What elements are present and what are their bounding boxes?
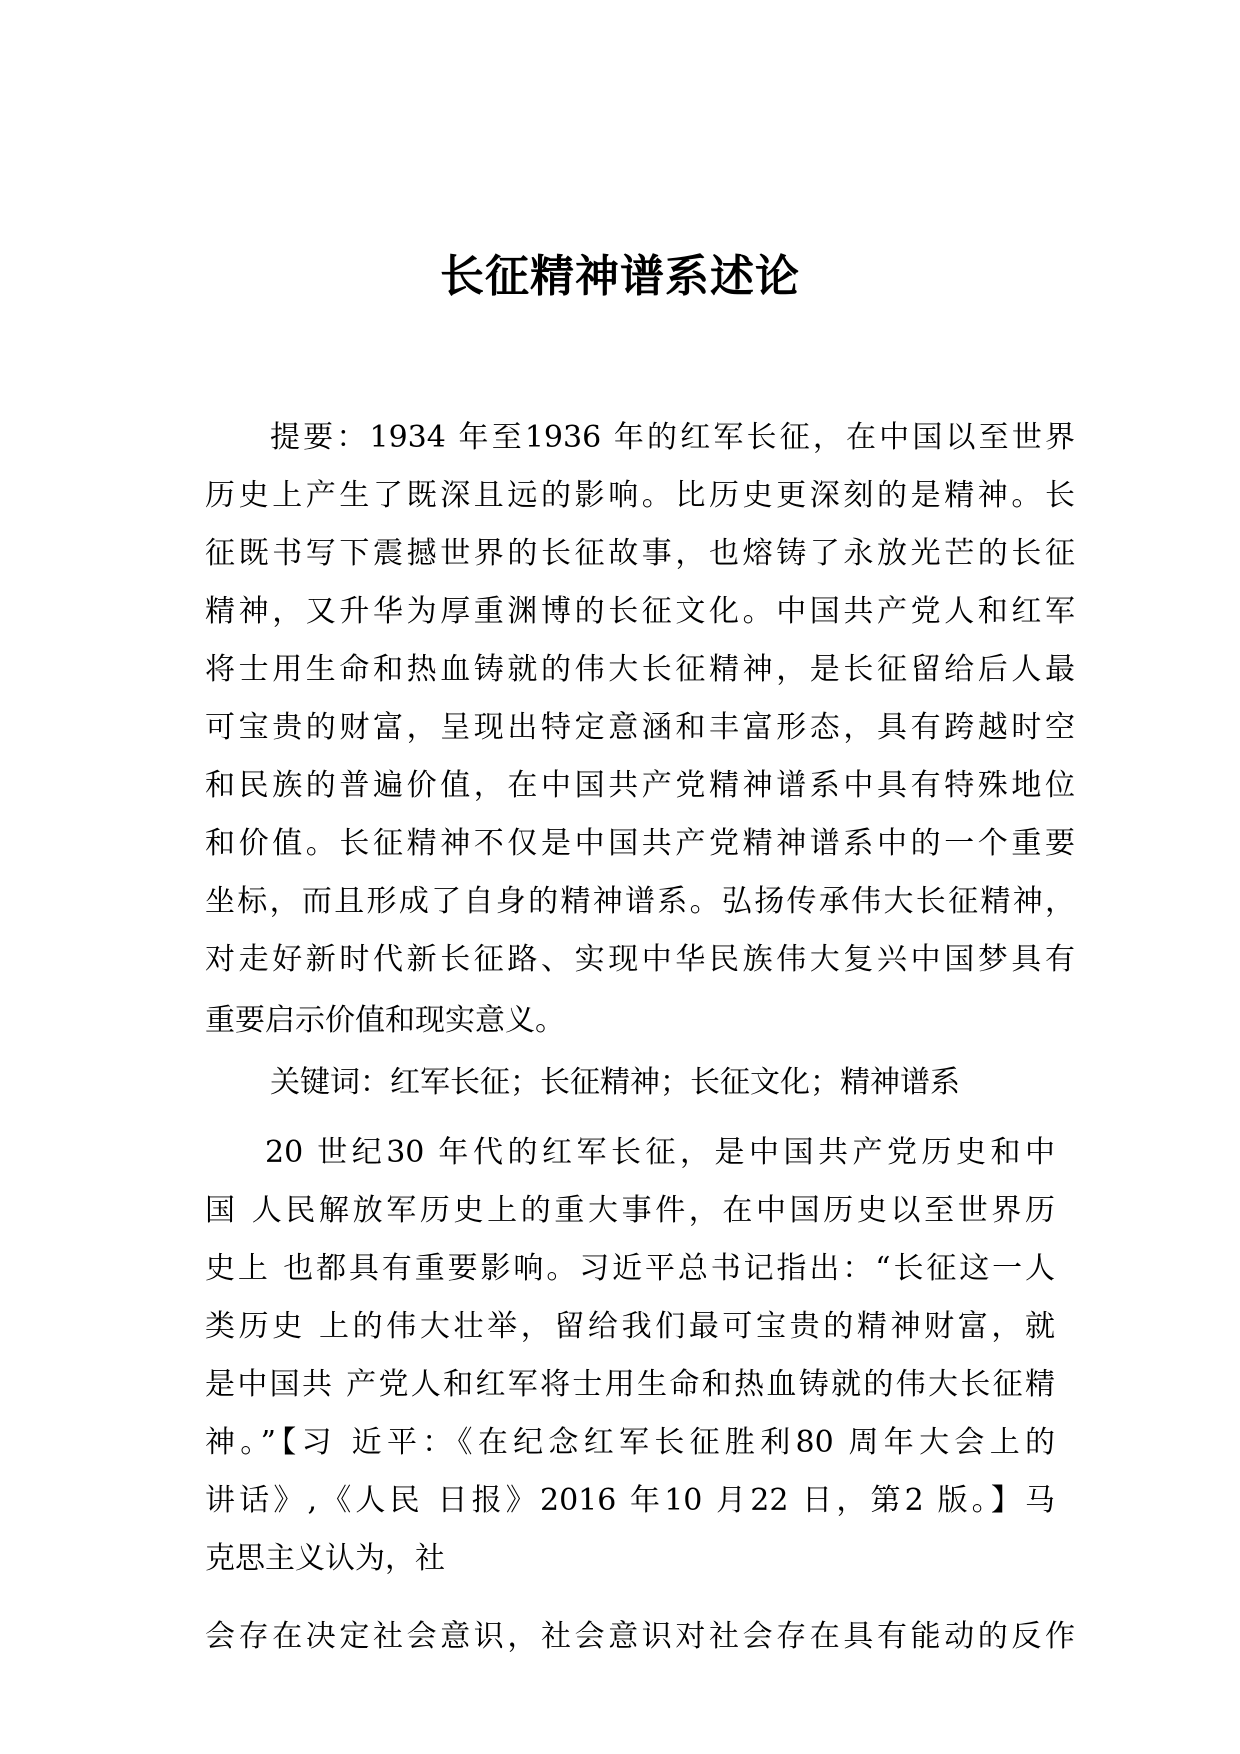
abstract-line: 可宝贵的财富，呈现出特定意涵和丰富形态，具有跨越时空 [205, 710, 1075, 745]
abstract-line: 和价值。长征精神不仅是中国共产党精神谱系中的一个重要 [205, 826, 1075, 861]
body-line: 克思主义认为，社 [205, 1541, 445, 1576]
abstract-line: 对走好新时代新长征路、实现中华民族伟大复兴中国梦具有 [205, 942, 1075, 977]
abstract-line: 重要启示价值和现实意义。 [205, 1003, 565, 1038]
body-line: 是中国共 产党人和红军将士用生命和热血铸就的伟大长征精 [205, 1367, 1055, 1402]
body-line: 20 世纪30 年代的红军长征，是中国共产党历史和中 [265, 1135, 1055, 1170]
abstract-line: 和民族的普遍价值，在中国共产党精神谱系中具有特殊地位 [205, 768, 1075, 803]
abstract-line: 坐标，而且形成了自身的精神谱系。弘扬传承伟大长征精神， [205, 884, 1075, 919]
abstract-line: 将士用生命和热血铸就的伟大长征精神，是长征留给后人最 [205, 652, 1075, 687]
body-line-final: 会存在决定社会意识，社会意识对社会存在具有能动的反作 [205, 1619, 1075, 1654]
abstract-line: 精神，又升华为厚重渊博的长征文化。中国共产党人和红军 [205, 594, 1075, 629]
keywords-line: 关键词：红军长征；长征精神；长征文化；精神谱系 [270, 1065, 960, 1100]
body-line: 神。”【习 近平：《在纪念红军长征胜利80 周年大会上的 [205, 1425, 1055, 1460]
body-line: 史上 也都具有重要影响。习近平总书记指出：“长征这一人 [205, 1251, 1055, 1286]
body-line: 类历史 上的伟大壮举，留给我们最可宝贵的精神财富，就 [205, 1309, 1055, 1344]
body-line: 讲话》,《人民 日报》2016 年10 月22 日，第2 版。】马 [205, 1483, 1055, 1518]
abstract-line: 征既书写下震撼世界的长征故事，也熔铸了永放光芒的长征 [205, 536, 1075, 571]
abstract-line: 提要：1934 年至1936 年的红军长征，在中国以至世界 [270, 420, 1075, 455]
body-line: 国 人民解放军历史上的重大事件，在中国历史以至世界历 [205, 1193, 1055, 1228]
abstract-line: 历史上产生了既深且远的影响。比历史更深刻的是精神。长 [205, 478, 1075, 513]
document-title: 长征精神谱系述论 [440, 251, 800, 302]
